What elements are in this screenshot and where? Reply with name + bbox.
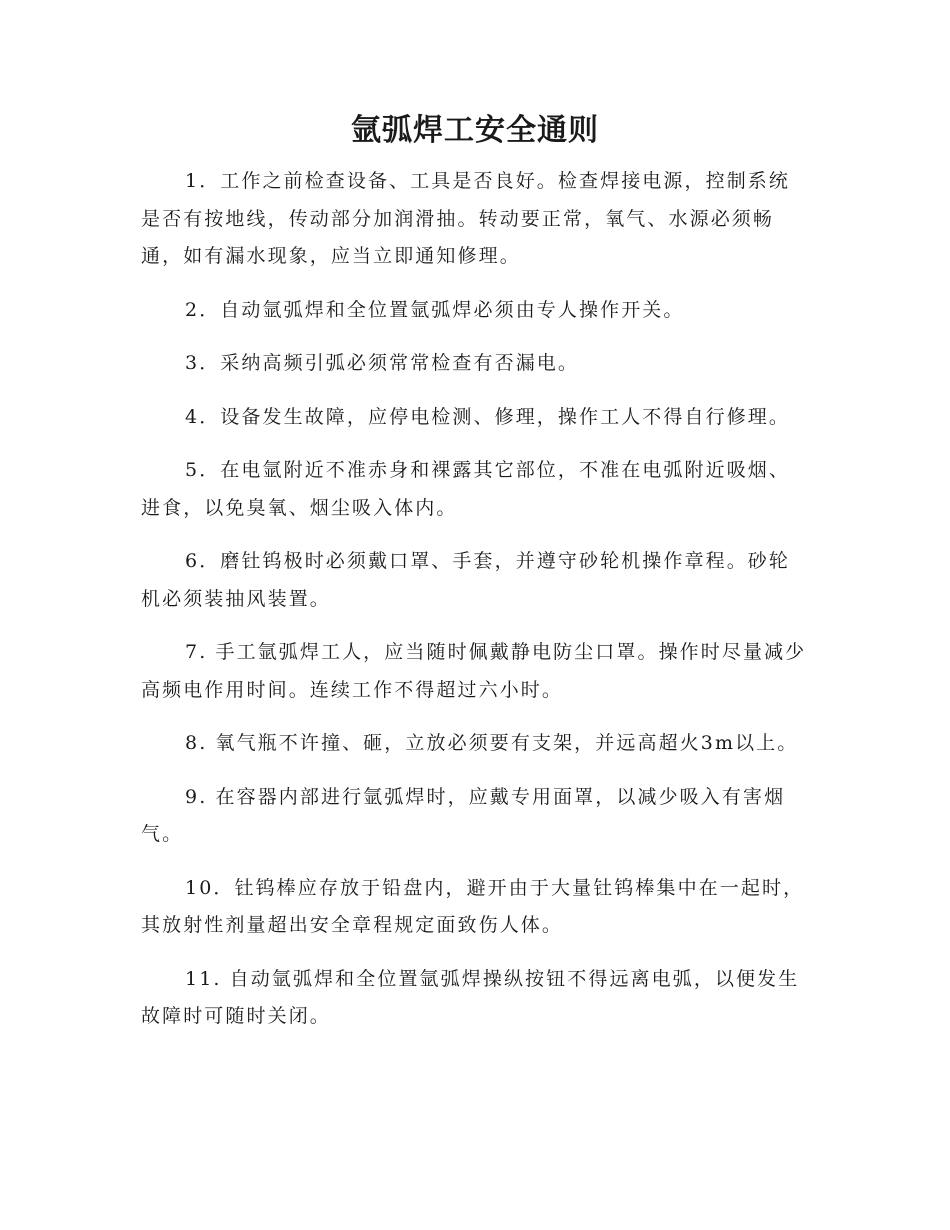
paragraph-8: 8. 氧气瓶不许撞、砸，立放必须要有支架，并远高超火3m以上。 bbox=[185, 732, 799, 754]
paragraph-2: 2．自动氩弧焊和全位置氩弧焊必须由专人操作开关。 bbox=[185, 298, 685, 321]
document-body bbox=[141, 163, 809, 1052]
paragraph-9: 9. 在容器内部进行氩弧焊时，应戴专用面罩，以减少吸入有害烟气。 bbox=[141, 785, 786, 845]
paragraph-6: 6．磨钍钨极时必须戴口罩、手套，并遵守砂轮机操作章程。砂轮机必须装抽风装置。 bbox=[141, 550, 790, 610]
document-title: 氩弧焊工安全通则 bbox=[351, 113, 599, 148]
paragraph-3: 3．采纳高频引弧必须常常检查有否漏电。 bbox=[185, 352, 579, 374]
paragraph-11: 11. 自动氩弧焊和全位置氩弧焊操纵按钮不得远离电弧，以便发生故障时可随时关闭。 bbox=[141, 967, 800, 1027]
paragraph-7: 7. 手工氩弧焊工人，应当随时佩戴静电防尘口罩。操作时尽量减少高频电作用时间。连续工作不得超过六小时。 bbox=[141, 641, 807, 701]
paragraph-10: 10．钍钨棒应存放于铅盘内，避开由于大量钍钨棒集中在一起时，其放射性剂量超出安全章程规定面致伤人体。 bbox=[141, 876, 805, 936]
paragraph-1: 1．工作之前检查设备、工具是否良好。检查焊接电源，控制系统是否有按地线，传动部分加润滑抽。转动要正常，氧气、水源必须畅通，如有漏水现象，应当立即通知修理。 bbox=[141, 170, 790, 267]
paragraph-5: 5．在电氩附近不准赤身和裸露其它部位，不准在电弧附近吸烟、进食，以免臭氧、烟尘吸入体内。 bbox=[141, 459, 790, 519]
paragraph-4: 4．设备发生故障，应停电检测、修理，操作工人不得自行修理。 bbox=[185, 405, 790, 428]
